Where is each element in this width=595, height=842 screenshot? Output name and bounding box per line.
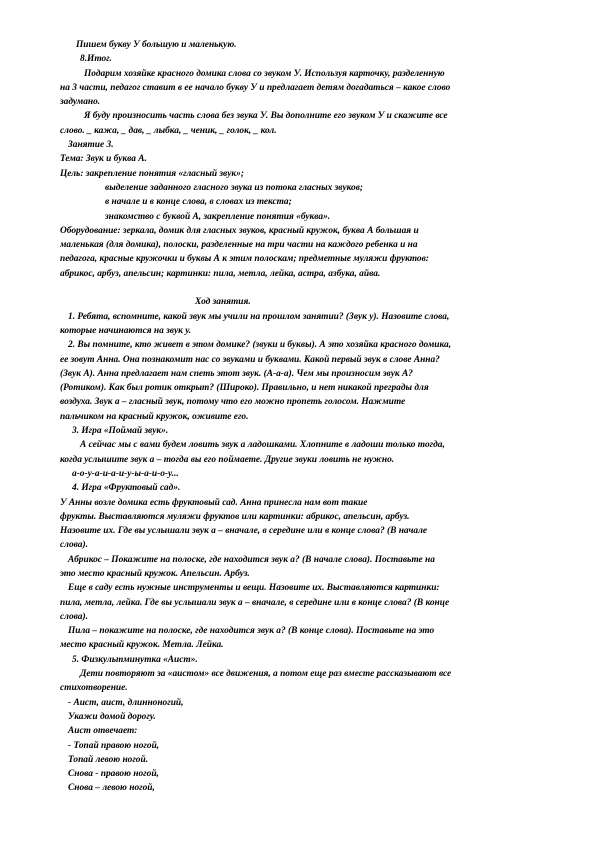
text-line: 1. Ребята, вспомните, какой звук мы учили на прошлом занятии? (Звук у). Назовите слова, <box>68 311 450 322</box>
blank-line <box>60 281 560 295</box>
poem-line: - Топай правою ногой, <box>68 740 160 751</box>
text-line: Подарим хозяйке красного домика слова со звуком У. Используя карточку, разделенную <box>84 68 445 79</box>
poem-line: Аист отвечает: <box>68 726 138 737</box>
poem-line: - Аист, аист, длинноногий, <box>68 697 184 708</box>
text-line: слова). <box>60 611 88 622</box>
poem-line: Укажи домой дорогу. <box>68 711 156 722</box>
section-heading: 8.Итог. <box>80 54 112 65</box>
text-line: Еще в саду есть нужные инструменты и вещи. Назовите их. Выставляются картинки: <box>68 583 440 594</box>
poem-line: Снова - правою ногой, <box>68 769 159 780</box>
text-line: А сейчас мы с вами будем ловить звук а ладошками. Хлопните в ладоши только тогда, <box>80 440 445 451</box>
text-line: слова). <box>60 540 88 551</box>
text-line: слово. _ кажа, _ дав, _ лыбка, _ ченик, _ голок, _ кол. <box>60 125 277 136</box>
topic-line: Тема: Звук и буква А. <box>60 154 147 165</box>
text-line: 2. Вы помните, кто живет в этом домике? (звуки и буквы). А это хозяйка красного домика, <box>68 340 452 351</box>
text-line: пальчиком на красный кружок, оживите его. <box>60 411 249 422</box>
text-line: когда услышите звук а – тогда вы его поймаете. Другие звуки ловить не нужно. <box>60 454 395 465</box>
text-line: стихотворение. <box>60 683 128 694</box>
text-line: Назовите их. Где вы услышали звук а – вначале, в середине или в конце слова? (В начале <box>60 526 428 537</box>
text-line: это место красный кружок. Апельсин. Арбуз. <box>60 568 250 579</box>
goal-item: в начале и в конце слова, в словах из текста; <box>105 197 292 208</box>
text-line: абрикос, арбуз, апельсин; картинки: пила, метла, лейка, астра, азбука, айва. <box>60 268 381 279</box>
text-line: ее зовут Анна. Она познакомит нас со звуками и буквами. Какой первый звук в слове Анна? <box>60 354 440 365</box>
text-line: У Анны возле домика есть фруктовый сад. Анна принесла нам вот такие <box>60 497 368 508</box>
text-line: место красный кружок. Метла. Лейка. <box>60 640 224 651</box>
text-line: педагога, красные кружочки и буквы А к этим полоскам; предметные муляжи фруктов: <box>60 254 429 265</box>
text-line: Я буду произносить часть слова без звука У. Вы дополните его звуком У и скажите все <box>84 111 448 122</box>
sound-sequence: а-о-у-а-и-а-и-у-ы-а-и-о-у... <box>72 468 179 479</box>
goal-item: знакомство с буквой А, закрепление понятия «буква». <box>105 211 331 222</box>
text-line: фрукты. Выставляются муляжи фруктов или картинки: абрикос, апельсин, арбуз. <box>60 511 410 522</box>
goal-item: выделение заданного гласного звука из потока гласных звуков; <box>105 182 364 193</box>
goal-line: Цель: закрепление понятия «гласный звук»; <box>60 168 244 179</box>
document-body <box>60 38 560 796</box>
text-line: Пишем букву У большую и маленькую. <box>76 40 237 50</box>
text-line: задумано. <box>60 97 101 108</box>
text-line: (Ротиком). Как был ротик открыт? (Широко). Правильно, и нет никакой преграды для <box>60 383 429 394</box>
game-heading: 3. Игра «Поймай звук». <box>72 426 169 437</box>
text-line: Пила – покажите на полоске, где находится звук а? (В конце слова). Поставьте на это <box>68 626 435 637</box>
text-line: (Звук А). Анна предлагает нам спеть этот звук. (А-а-а). Чем мы произносим звук А? <box>60 368 413 379</box>
text-line: на 3 части, педагог ставит в ее начало букву У и предлагает детям догадаться – какое слово <box>60 82 451 93</box>
lesson-heading: Занятие 3. <box>68 140 114 151</box>
exercise-heading: 5. Физкультминутка «Аист». <box>72 654 198 665</box>
poem-line: Снова – левою ногой, <box>68 783 155 794</box>
text-line: которые начинаются на звук у. <box>60 325 192 336</box>
game-heading: 4. Игра «Фруктовый сад». <box>72 483 181 494</box>
text-line: Дети повторяют за «аистом» все движения, а потом еще раз вместе рассказывают все <box>80 669 452 680</box>
text-line: пила, метла, лейка. Где вы услышали звук а – вначале, в середине или в конце слова? (В конце <box>60 597 450 608</box>
poem-line: Топай левою ногой. <box>68 754 149 765</box>
lesson-progress-heading: Ход занятия. <box>195 297 251 308</box>
equipment-line: Оборудование: зеркала, домик для гласных звуков, красный кружок, буква А большая и <box>60 225 419 236</box>
text-line: воздуха. Звук а – гласный звук, потому что его можно пропеть голосом. Нажмите <box>60 397 406 408</box>
text-line: Абрикос – Покажите на полоске, где находится звук а? (В начале слова). Поставьте на <box>68 554 435 565</box>
text-line: маленькая (для домика), полоски, разделенные на три части на каждого ребенка и на <box>60 240 418 251</box>
